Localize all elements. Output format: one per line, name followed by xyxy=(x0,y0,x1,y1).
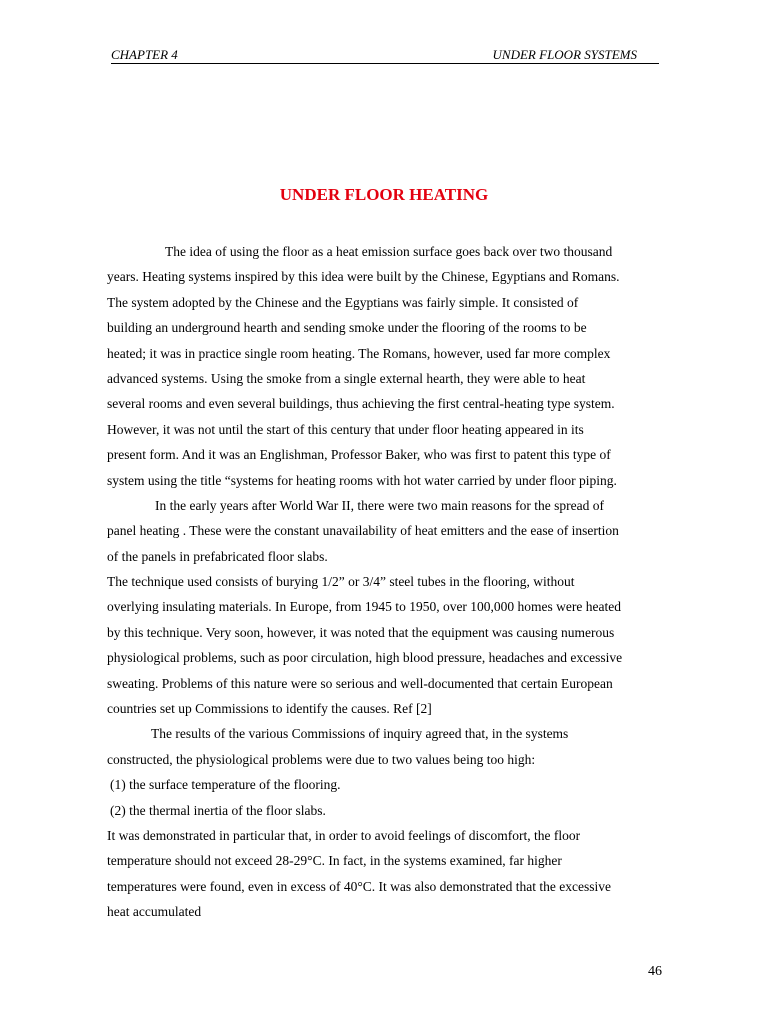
text-line: (1) the surface temperature of the flooring. xyxy=(110,777,341,793)
text-line: sweating. Problems of this nature were so serious and well-documented that certain European xyxy=(107,675,613,691)
text-line: years. Heating systems inspired by this idea were built by the Chinese, Egyptians and Romans. xyxy=(107,269,620,285)
text-line: several rooms and even several buildings, thus achieving the first central-heating type system. xyxy=(107,396,615,412)
text-line: countries set up Commissions to identify the causes. Ref [2] xyxy=(107,701,432,717)
text-line: The idea of using the floor as a heat emission surface goes back over two thousand xyxy=(165,244,613,259)
text-line: present form. And it was an Englishman, Professor Baker, who was first to patent this type of xyxy=(107,447,611,463)
text-line: advanced systems. Using the smoke from a single external hearth, they were able to heat xyxy=(107,370,586,386)
text-line: It was demonstrated in particular that, in order to avoid feelings of discomfort, the floor xyxy=(107,827,581,843)
text-line: However, it was not until the start of this century that under floor heating appeared in its xyxy=(107,421,584,437)
running-header xyxy=(111,46,659,64)
text-line: physiological problems, such as poor circulation, high blood pressure, headaches and excessive xyxy=(107,650,623,666)
chapter-label: CHAPTER 4 xyxy=(111,47,178,62)
text-line: constructed, the physiological problems were due to two values being too high: xyxy=(107,751,536,767)
text-line: temperature should not exceed 28-29°C. In fact, in the systems examined, far higher xyxy=(107,853,562,869)
text-line: The system adopted by the Chinese and the Egyptians was fairly simple. It consisted of xyxy=(107,294,579,310)
text-line: building an underground hearth and sending smoke under the flooring of the rooms to be xyxy=(107,320,587,336)
text-line: of the panels in prefabricated floor slabs. xyxy=(107,548,328,564)
text-line: heat accumulated xyxy=(107,904,202,920)
text-line: The results of the various Commissions of inquiry agreed that, in the systems xyxy=(151,726,569,742)
text-line: system using the title “systems for heating rooms with hot water carried by under floor piping. xyxy=(107,472,617,488)
text-line: The technique used consists of burying 1/2” or 3/4” steel tubes in the flooring, without xyxy=(107,574,575,590)
text-line: In the early years after World War II, there were two main reasons for the spread of xyxy=(155,497,605,513)
page-title: UNDER FLOOR HEATING xyxy=(279,185,489,204)
body-text xyxy=(107,239,667,925)
text-line: temperatures were found, even in excess of 40°C. It was also demonstrated that the excessive xyxy=(107,878,611,894)
text-line: panel heating . These were the constant unavailability of heat emitters and the ease of insertion xyxy=(107,523,619,539)
text-line: (2) the thermal inertia of the floor slabs. xyxy=(110,802,326,818)
page-number: 46 xyxy=(648,964,662,979)
text-line: by this technique. Very soon, however, it was noted that the equipment was causing numerous xyxy=(107,624,615,640)
section-label: UNDER FLOOR SYSTEMS xyxy=(492,47,637,62)
text-line: overlying insulating materials. In Europe, from 1945 to 1950, over 100,000 homes were heated xyxy=(107,599,622,615)
text-line: heated; it was in practice single room heating. The Romans, however, used far more complex xyxy=(107,345,611,361)
